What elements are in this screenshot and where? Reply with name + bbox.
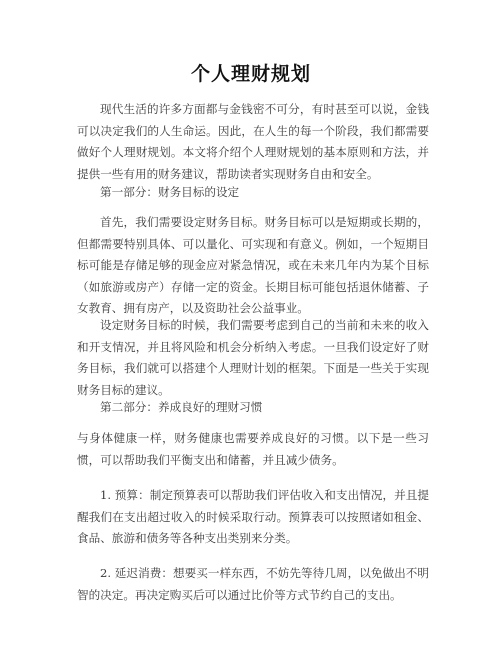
list-item-delay-spending: 2. 延迟消费：想要买一样东西，不妨先等待几周，以免做出不明智的决定。再决定购买后可以通过比价等方式节约自己的支出。 [77,566,429,602]
section1-heading: 第一部分：财务目标的设定 [100,185,240,199]
section1-paragraph-2: 设定财务目标的时候，我们需要考虑到自己的当前和未来的收入和开支情况，并且将风险和机会分析纳入考虑。一旦我们设定好了财务目标，我们就可以搭建个人理财计划的框架。下面是一些关于实现财务目标的建议。 [77,318,429,397]
list-item-budget: 1. 预算：制定预算表可以帮助我们评估收入和支出情况，并且提醒我们在支出超过收入的时候采取行动。预算表可以按照诸如租金、食品、旅游和债务等各种支出类别来分类。 [77,488,429,545]
section1-paragraph-1: 首先，我们需要设定财务目标。财务目标可以是短期或长期的，但都需要特别具体、可以量化、可实现和有意义。例如，一个短期目标可能是存储足够的现金应对紧急情况，或在未来几年内为某个目标（如旅游或房产）存储一定的资金。长期目标可能包括退休储蓄、子女教育、拥有房产，以及资助社会公益事业。 [77,215,429,315]
section2-heading: 第二部分：养成良好的理财习惯 [100,400,263,414]
document-title: 个人理财规划 [190,63,311,85]
intro-paragraph: 现代生活的许多方面都与金钱密不可分，有时甚至可以说，金钱可以决定我们的人生命运。因此，在人生的每一个阶段，我们都需要做好个人理财规划。本文将介绍个人理财规划的基本原则和方法，并提供一些有用的财务建议，帮助读者实现财务自由和安全。 [77,102,429,181]
section2-paragraph-1: 与身体健康一样，财务健康也需要养成良好的习惯。以下是一些习惯，可以帮助我们平衡支出和储蓄，并且减少债务。 [77,431,429,467]
